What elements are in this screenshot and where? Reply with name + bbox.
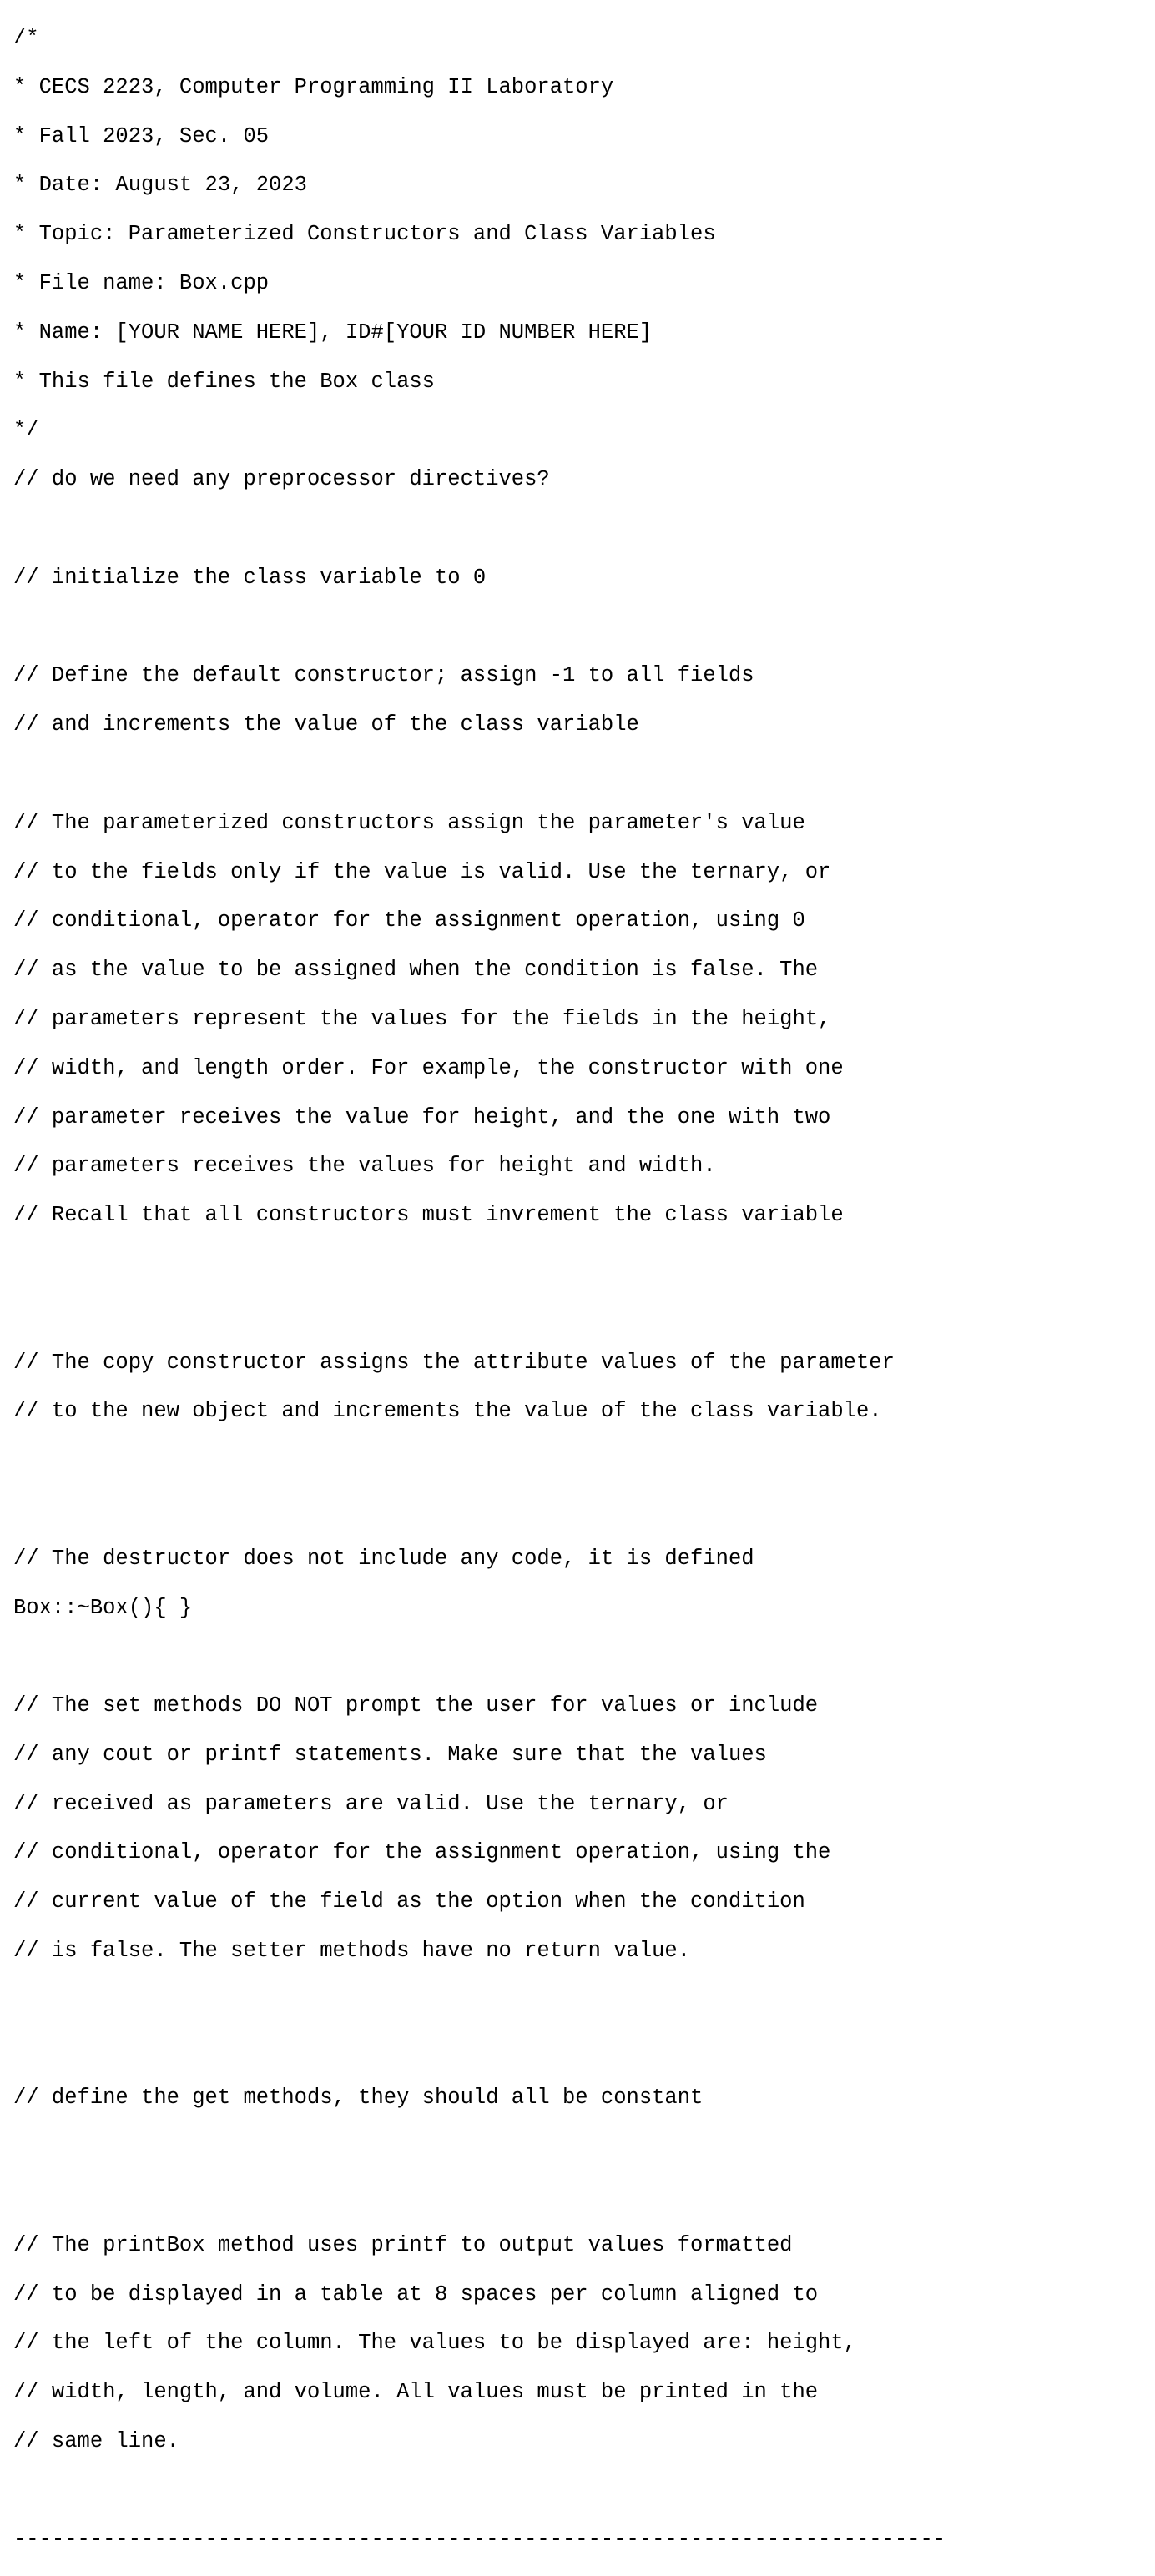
blank-line <box>13 1448 946 1472</box>
comment-preprocessor: // do we need any preprocessor directives? <box>13 467 550 492</box>
code-listing <box>13 26 946 2576</box>
comment-printbox: // width, length, and volume. All values must be printed in the <box>13 2380 819 2405</box>
code-destructor: Box::~Box(){ } <box>13 1595 193 1620</box>
comment-set-methods: // is false. The setter methods have no return value. <box>13 1939 691 1964</box>
blank-line <box>13 762 946 786</box>
comment-set-methods: // received as parameters are valid. Use the ternary, or <box>13 1791 729 1816</box>
comment-parameterized-constructors: // conditional, operator for the assignment operation, using 0 <box>13 908 805 933</box>
separator-line: ------------------------------------------------------------------------- <box>13 2527 946 2552</box>
comment-parameterized-constructors: // parameter receives the value for height, and the one with two <box>13 1104 831 1130</box>
blank-line <box>13 516 946 541</box>
comment-open: /* <box>13 26 39 50</box>
blank-line <box>13 1644 946 1668</box>
blank-line <box>13 1301 946 1326</box>
blank-line <box>13 1497 946 1522</box>
blank-line <box>13 2184 946 2208</box>
comment-default-constructor: // and increments the value of the class variable <box>13 712 639 737</box>
blank-line <box>13 2037 946 2061</box>
comment-parameterized-constructors: // width, and length order. For example, the constructor with one <box>13 1055 844 1080</box>
comment-get-methods: // define the get methods, they should all be constant <box>13 2085 704 2111</box>
comment-copy-constructor: // The copy constructor assigns the attribute values of the parameter <box>13 1350 895 1375</box>
comment-destructor: // The destructor does not include any code, it is defined <box>13 1546 754 1571</box>
comment-parameterized-constructors: // to the fields only if the value is valid. Use the ternary, or <box>13 859 831 884</box>
comment-printbox: // The printBox method uses printf to output values formatted <box>13 2232 793 2257</box>
blank-line <box>13 2478 946 2503</box>
comment-printbox: // same line. <box>13 2429 179 2454</box>
comment-class-variable: // initialize the class variable to 0 <box>13 565 487 590</box>
blank-line <box>13 1988 946 2012</box>
comment-close: */ <box>13 418 39 443</box>
comment-printbox: // the left of the column. The values to be displayed are: height, <box>13 2331 856 2356</box>
comment-set-methods: // any cout or printf statements. Make sure that the values <box>13 1742 767 1767</box>
comment-copy-constructor: // to the new object and increments the value of the class variable. <box>13 1399 882 1424</box>
blank-line <box>13 615 946 639</box>
blank-line <box>13 2135 946 2159</box>
header-name: * Name: [YOUR NAME HERE], ID#[YOUR ID NUMBER HERE] <box>13 319 653 345</box>
comment-printbox: // to be displayed in a table at 8 spaces per column aligned to <box>13 2282 819 2307</box>
comment-set-methods: // current value of the field as the option when the condition <box>13 1889 805 1914</box>
comment-parameterized-constructors: // as the value to be assigned when the condition is false. The <box>13 958 819 983</box>
comment-parameterized-constructors: // parameters receives the values for height and width. <box>13 1154 716 1179</box>
header-description: * This file defines the Box class <box>13 369 435 394</box>
header-topic: * Topic: Parameterized Constructors and Class Variables <box>13 222 716 247</box>
comment-parameterized-constructors: // The parameterized constructors assign the parameter's value <box>13 810 805 835</box>
header-term: * Fall 2023, Sec. 05 <box>13 123 270 148</box>
comment-default-constructor: // Define the default constructor; assign -1 to all fields <box>13 663 754 688</box>
header-date: * Date: August 23, 2023 <box>13 173 307 198</box>
comment-set-methods: // conditional, operator for the assignment operation, using the <box>13 1840 831 1865</box>
comment-set-methods: // The set methods DO NOT prompt the user for values or include <box>13 1693 819 1718</box>
comment-parameterized-constructors: // parameters represent the values for the fields in the height, <box>13 1006 831 1031</box>
header-filename: * File name: Box.cpp <box>13 270 270 295</box>
comment-parameterized-constructors: // Recall that all constructors must invrement the class variable <box>13 1203 844 1228</box>
blank-line <box>13 1252 946 1276</box>
header-course: * CECS 2223, Computer Programming II Laboratory <box>13 74 614 99</box>
